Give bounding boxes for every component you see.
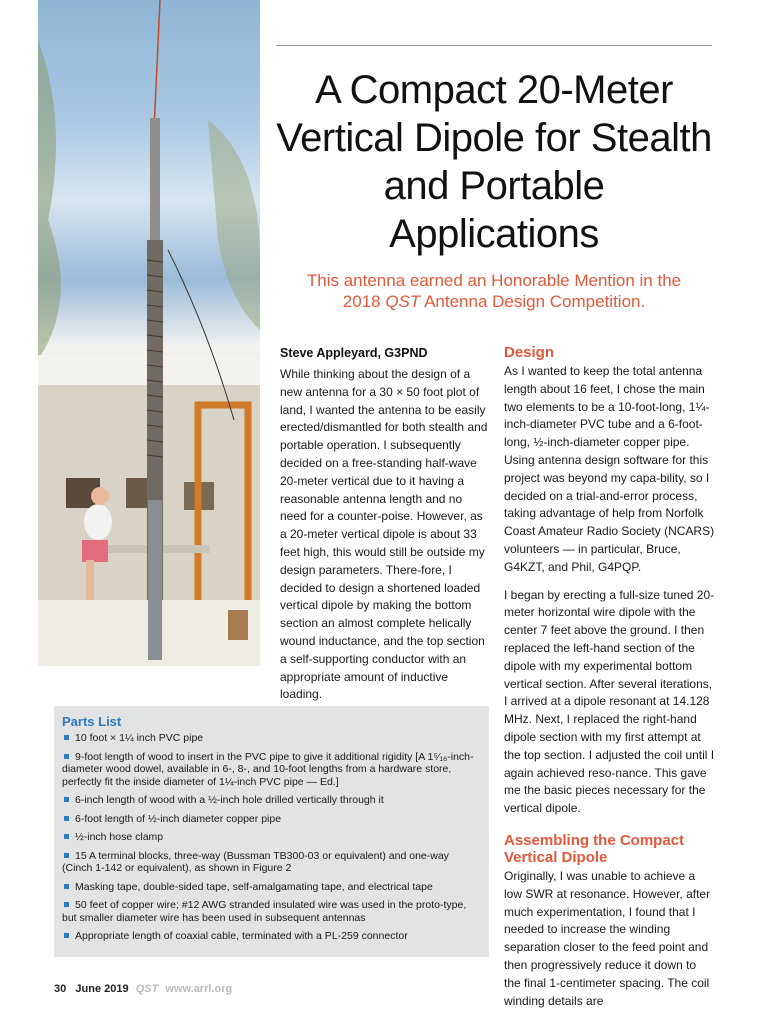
list-item <box>62 794 481 807</box>
list-item-text: 6-inch length of wood with a ½-inch hole drilled vertically through it <box>75 794 384 806</box>
assembly-heading-line1: Assembling the Compact <box>504 831 685 849</box>
page-footer <box>54 983 232 995</box>
list-item <box>62 813 481 826</box>
subtitle-line2-post: Antenna Design Competition. <box>420 292 646 311</box>
magazine-name: QST <box>135 983 159 995</box>
list-item-text: 9-foot length of wood to insert in the PVC pipe to give it additional rigidity [A 1⁵⁄₁₆-inch-diameter wood dowel, available in 6-, 8-, and 10-foot lengths from a hardware store, perfectly fit the inside diameter of 1¼-inch PVC pipe — Ed.] <box>62 750 474 788</box>
antenna-photo-illustration <box>38 0 260 666</box>
intro-paragraph: While thinking about the design of a new antenna for a 30 × 50 foot plot of land, I wanted the antenna to be easily erected/dismantled for both stealth and portable operation. I subsequently decided on a free-standing half-wave 20-meter vertical due to it having a reasonable antenna length and no need for a counter-poise. However, as a 20-meter vertical dipole is about 33 feet high, this would still be outside my design parameters. There-fore, I decided to design a shortened loaded vertical dipole by making the bottom section an almost complete helically wound inductance, and the top section a self-supporting conductor with an appropriate amount of inductive loading. <box>280 367 488 702</box>
list-item-text: 6-foot length of ½-inch diameter copper pipe <box>75 812 282 825</box>
subtitle-line2-pre: 2018 <box>342 292 386 311</box>
list-item <box>62 831 481 844</box>
design-heading: Design <box>504 344 555 361</box>
footer-url[interactable]: www.arrl.org <box>165 983 233 995</box>
list-item <box>62 751 481 789</box>
design-paragraph-2: I began by erecting a full-size tuned 20-meter horizontal wire dipole with the center 7 feet above the ground. I then replaced the left-hand section of the dipole with my experimental bottom vertical section. After several iterations, I arrived at a dipole resonant at 14.128 MHz. Next, I replaced the right-hand dipole section with my first attempt at the top section. I adjusted the coil until I again achieved reso-nance. This gave me the basic pieces necessary for the vertical dipole. <box>504 587 715 816</box>
issue-date: June 2019 <box>75 983 129 995</box>
title-rule <box>276 45 712 46</box>
subtitle-line1: This antenna earned an Honorable Mention in the <box>306 271 682 290</box>
bullet-icon <box>64 933 69 938</box>
list-item <box>62 732 481 745</box>
bullet-icon <box>64 884 69 889</box>
bullet-icon <box>64 735 69 740</box>
list-item-text: 10 foot × 1¼ inch PVC pipe <box>75 732 204 744</box>
list-item <box>62 899 481 924</box>
list-item <box>62 850 481 875</box>
parts-list-title: Parts List <box>62 714 122 729</box>
page-number: 30 <box>54 983 67 995</box>
list-item-text: Appropriate length of coaxial cable, terminated with a PL-259 connector <box>75 930 408 942</box>
list-item-text: Masking tape, double-sided tape, self-amalgamating tape, and electrical tape <box>75 880 433 893</box>
assembly-heading-line2: Vertical Dipole <box>504 848 608 866</box>
column-left <box>280 346 492 704</box>
author-byline: Steve Appleyard, G3PND <box>280 346 428 360</box>
article-title: A Compact 20-Meter Vertical Dipole for Stealth and Portable Applications <box>276 68 712 256</box>
bullet-icon <box>64 754 69 759</box>
antenna-photo <box>38 0 260 666</box>
assembly-heading <box>504 832 716 866</box>
bullet-icon <box>64 853 69 858</box>
assembly-paragraph-1: Originally, I was unable to achieve a low SWR at resonance. However, after much experimentation, I found that I needed to increase the winding separation closer to the feed point and then progressively reduce it down to the final 1-centimeter spacing. The coil winding details are <box>504 868 711 1008</box>
bullet-icon <box>64 816 69 821</box>
bullet-icon <box>64 834 69 839</box>
subtitle-magazine: QST <box>385 292 421 311</box>
list-item <box>62 930 481 943</box>
article-subtitle <box>276 270 712 312</box>
parts-list-sidebar <box>54 706 489 957</box>
bullet-icon <box>64 902 69 907</box>
design-paragraph-1: As I wanted to keep the total antenna length about 16 feet, I chose the main two elements to be a 10-foot-long, 1¼-inch-diameter PVC tube and a 6-foot-long, ½-inch-diameter copper pipe. Using antenna design software for this project was beyond my capa-bility, so I decided on a trial-and-error process, taking advantage of help from Norfolk Coast Amateur Radio Society (NCARS) volunteers — in particular, Bruce, G4KZT, and Phil, G4PQP. <box>504 364 715 574</box>
bullet-icon <box>64 797 69 802</box>
parts-list <box>62 732 481 943</box>
list-item-text: ½-inch hose clamp <box>75 831 164 843</box>
list-item-text: 15 A terminal blocks, three-way (Bussman TB300-03 or equivalent) and one-way (Cinch 1-142 or equivalent), as shown in Figure 2 <box>62 849 449 874</box>
list-item-text: 50 feet of copper wire; #12 AWG stranded insulated wire was used in the proto-type, but smaller diameter wire has been used in subsequent antennas <box>62 899 467 924</box>
list-item <box>62 881 481 894</box>
column-right <box>504 344 716 1010</box>
